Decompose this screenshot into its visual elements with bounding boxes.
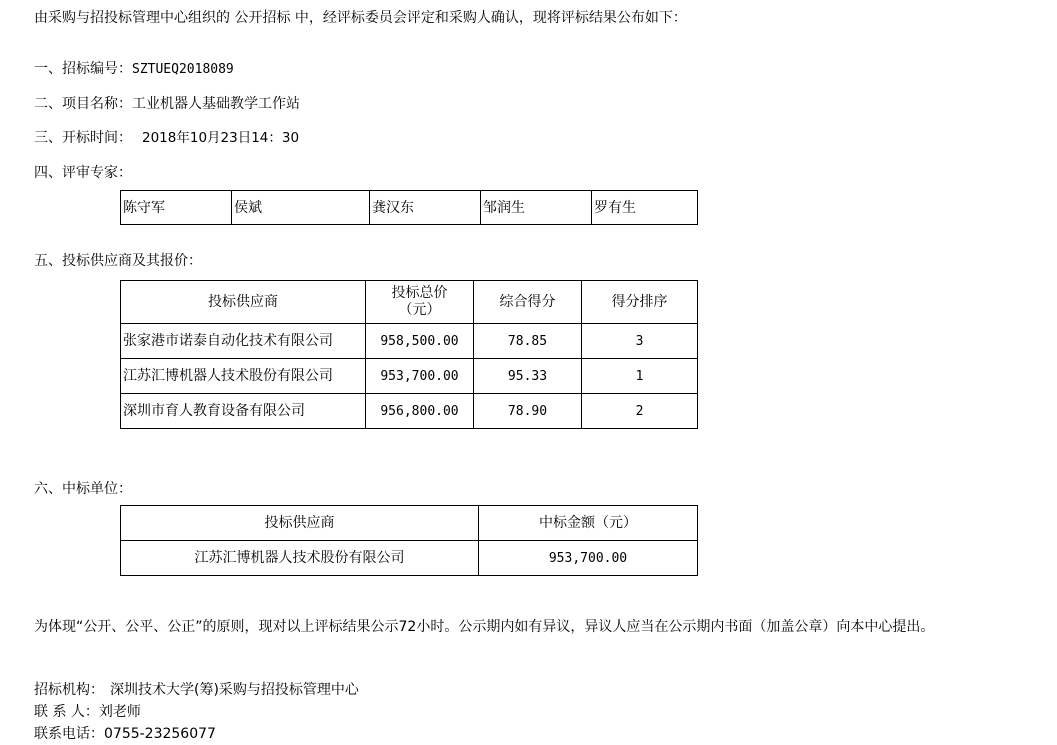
bid-number: SZTUEQ2018089	[132, 62, 234, 77]
contact-person: 刘老师	[98, 704, 141, 720]
header-winner-supplier: 投标供应商	[121, 506, 479, 541]
winner-header-row	[121, 506, 698, 541]
header-rank: 得分排序	[582, 281, 698, 324]
price-cell: 956,800.00	[366, 394, 474, 429]
score-cell: 95.33	[474, 359, 582, 394]
supplier-cell: 张家港市诺泰自动化技术有限公司	[121, 324, 366, 359]
agency-label: 招标机构：	[34, 682, 104, 698]
contact-phone-row	[34, 727, 216, 741]
expert-name: 陈守军	[121, 191, 232, 225]
agency-name: 深圳技术大学(筹)采购与招投标管理中心	[110, 682, 359, 698]
header-price-line2: （元）	[398, 302, 441, 318]
header-score: 综合得分	[474, 281, 582, 324]
bid-number-row	[34, 62, 234, 76]
rank-cell: 1	[582, 359, 698, 394]
opening-time: 2018年10月23日14：30	[142, 130, 300, 146]
winner-heading: 六、中标单位：	[34, 481, 132, 497]
expert-name: 罗有生	[592, 191, 698, 225]
experts-table	[120, 190, 698, 225]
supplier-cell: 江苏汇博机器人技术股份有限公司	[121, 359, 366, 394]
winner-amount: 953,700.00	[479, 541, 698, 576]
opening-time-row	[34, 131, 299, 146]
header-winner-amount: 中标金额（元）	[479, 506, 698, 541]
contact-person-row	[34, 705, 141, 719]
opening-time-label: 三、开标时间：	[34, 130, 132, 146]
expert-name: 侯斌	[232, 191, 370, 225]
expert-name: 龚汉东	[370, 191, 481, 225]
header-price-line1: 投标总价	[391, 285, 448, 301]
notice-text: 为体现“公开、公平、公正”的原则，现对以上评标结果公示72小时。公示期内如有异议，异议人应当在公示期内书面（加盖公章）向本中心提出。	[34, 619, 935, 635]
bids-heading: 五、投标供应商及其报价：	[34, 253, 202, 269]
contact-phone: 0755-23256077	[104, 726, 216, 742]
supplier-cell: 深圳市育人教育设备有限公司	[121, 394, 366, 429]
winner-supplier: 江苏汇博机器人技术股份有限公司	[121, 541, 479, 576]
table-row	[121, 324, 698, 359]
contact-phone-label: 联系电话：	[34, 726, 104, 742]
price-cell: 958,500.00	[366, 324, 474, 359]
bids-table	[120, 280, 698, 429]
price-cell: 953,700.00	[366, 359, 474, 394]
experts-row	[121, 191, 698, 225]
score-cell: 78.85	[474, 324, 582, 359]
intro-text: 由采购与招投标管理中心组织的 公开招标 中，经评标委员会评定和采购人确认，现将评标结果公布如下：	[34, 10, 687, 26]
score-cell: 78.90	[474, 394, 582, 429]
header-supplier: 投标供应商	[121, 281, 366, 324]
bids-header-row	[121, 281, 698, 324]
agency-row	[34, 683, 359, 697]
rank-cell: 3	[582, 324, 698, 359]
project-name-label: 二、项目名称：	[34, 96, 132, 112]
table-row	[121, 541, 698, 576]
experts-heading: 四、评审专家：	[34, 165, 132, 181]
rank-cell: 2	[582, 394, 698, 429]
winner-table	[120, 505, 698, 576]
header-price	[366, 281, 474, 324]
bid-number-label: 一、招标编号：	[34, 61, 132, 77]
project-name-row	[34, 97, 300, 111]
project-name: 工业机器人基础教学工作站	[132, 96, 300, 112]
table-row	[121, 359, 698, 394]
expert-name: 邹润生	[481, 191, 592, 225]
contact-person-label: 联 系 人：	[34, 704, 99, 720]
table-row	[121, 394, 698, 429]
